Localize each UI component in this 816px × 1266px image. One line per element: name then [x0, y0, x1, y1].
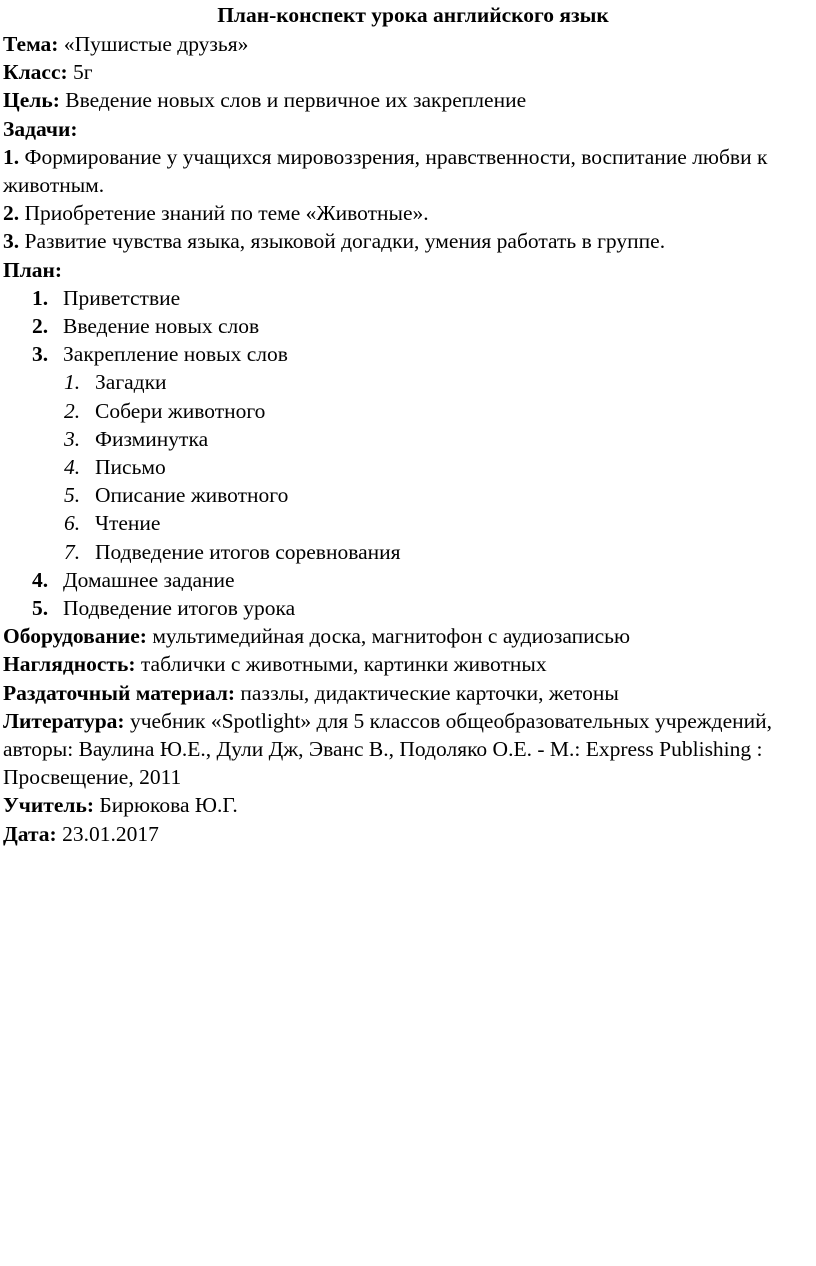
goal-line: [3, 86, 811, 114]
plan-item: [3, 594, 811, 622]
literature-value: учебник «Spotlight» для 5 классов общеобразовательных учреждений, авторы: Ваулина Ю.Е., Дули Дж, Эванс В., Подоляко О.Е. - М.: Express Publishing : Просвещение, 2011: [3, 708, 773, 790]
plan-label: План:: [3, 257, 63, 282]
goal-label: Цель:: [3, 88, 60, 113]
lesson-plan-document: [3, 0, 811, 848]
goal-value: Введение новых слов и первичное их закрепление: [59, 88, 527, 113]
task-number: 2.: [3, 201, 20, 226]
class-line: [3, 58, 811, 86]
plan-item-text: Введение новых слов: [63, 314, 260, 339]
date-value: 23.01.2017: [56, 821, 159, 846]
subplan-item: [3, 397, 811, 425]
subplan-item-text: Собери животного: [95, 398, 266, 423]
handouts-value: паззлы, дидактические карточки, жетоны: [235, 680, 619, 705]
teacher-value: Бирюкова Ю.Г.: [94, 793, 238, 818]
visual-aids-line: [3, 650, 811, 678]
subplan-item: [3, 509, 811, 537]
literature-label: Литература:: [3, 708, 125, 733]
subplan-item-number: 4.: [64, 455, 81, 480]
subplan-item-text: Физминутка: [95, 426, 209, 451]
plan-item-number: 3.: [32, 342, 49, 367]
visual-aids-value: таблички с животными, картинки животных: [135, 652, 547, 677]
tasks-heading: [3, 115, 811, 143]
class-label: Класс:: [3, 60, 68, 85]
subplan-item-number: 6.: [64, 511, 81, 536]
plan-heading: [3, 256, 811, 284]
task-item: [3, 227, 811, 255]
plan-item-number: 4.: [32, 567, 49, 592]
task-text: Развитие чувства языка, языковой догадки, умения работать в группе.: [19, 229, 666, 254]
subplan-item: [3, 481, 811, 509]
teacher-line: [3, 791, 811, 819]
topic-value: «Пушистые друзья»: [58, 32, 249, 56]
task-item: [3, 143, 793, 199]
subplan-item-number: 3.: [64, 426, 81, 451]
literature-line: [3, 707, 803, 792]
subplan-item-number: 7.: [64, 539, 81, 564]
subplan-item-number: 1.: [64, 370, 81, 395]
subplan-item-number: 5.: [64, 483, 81, 508]
plan-item: [3, 566, 811, 594]
topic-line: [3, 30, 811, 58]
subplan-item-text: Описание животного: [95, 483, 289, 508]
plan-list: [3, 284, 811, 622]
plan-item-text: Приветствие: [63, 285, 181, 310]
subplan-item: [3, 425, 811, 453]
subplan-item-text: Загадки: [95, 370, 167, 395]
plan-item-number: 1.: [32, 285, 49, 310]
task-number: 3.: [3, 229, 20, 254]
visual-aids-label: Наглядность:: [3, 652, 136, 677]
topic-label: Тема:: [3, 32, 59, 56]
teacher-label: Учитель:: [3, 793, 94, 818]
subplan-item-text: Подведение итогов соревнования: [95, 539, 401, 564]
subplan-item-text: Письмо: [95, 455, 166, 480]
task-number: 1.: [3, 144, 20, 169]
class-value: 5г: [67, 60, 93, 85]
subplan-item: [3, 368, 811, 396]
plan-item-number: 2.: [32, 314, 49, 339]
task-item: [3, 199, 811, 227]
task-text: Формирование у учащихся мировоззрения, нравственности, воспитание любви к животным.: [3, 144, 768, 198]
plan-item: [3, 284, 811, 312]
equipment-line: [3, 622, 811, 650]
task-text: Приобретение знаний по теме «Животные».: [19, 201, 429, 226]
plan-item-text: Домашнее задание: [63, 567, 235, 592]
plan-item: [3, 312, 811, 340]
equipment-label: Оборудование:: [3, 624, 147, 649]
plan-item-number: 5.: [32, 596, 49, 621]
tasks-label: Задачи:: [3, 116, 78, 141]
subplan-item-number: 2.: [64, 398, 81, 423]
date-label: Дата:: [3, 821, 57, 846]
plan-item: [3, 340, 811, 368]
handouts-line: [3, 679, 811, 707]
subplan-item-text: Чтение: [95, 511, 161, 536]
plan-item-text: Закрепление новых слов: [63, 342, 288, 367]
document-title: План-конспект урока английского язык: [217, 3, 609, 27]
handouts-label: Раздаточный материал:: [3, 680, 236, 705]
subplan-item: [3, 538, 811, 566]
equipment-value: мультимедийная доска, магнитофон с аудиозаписью: [146, 624, 631, 649]
subplan-item: [3, 453, 811, 481]
date-line: [3, 820, 811, 848]
plan-item-text: Подведение итогов урока: [63, 596, 296, 621]
